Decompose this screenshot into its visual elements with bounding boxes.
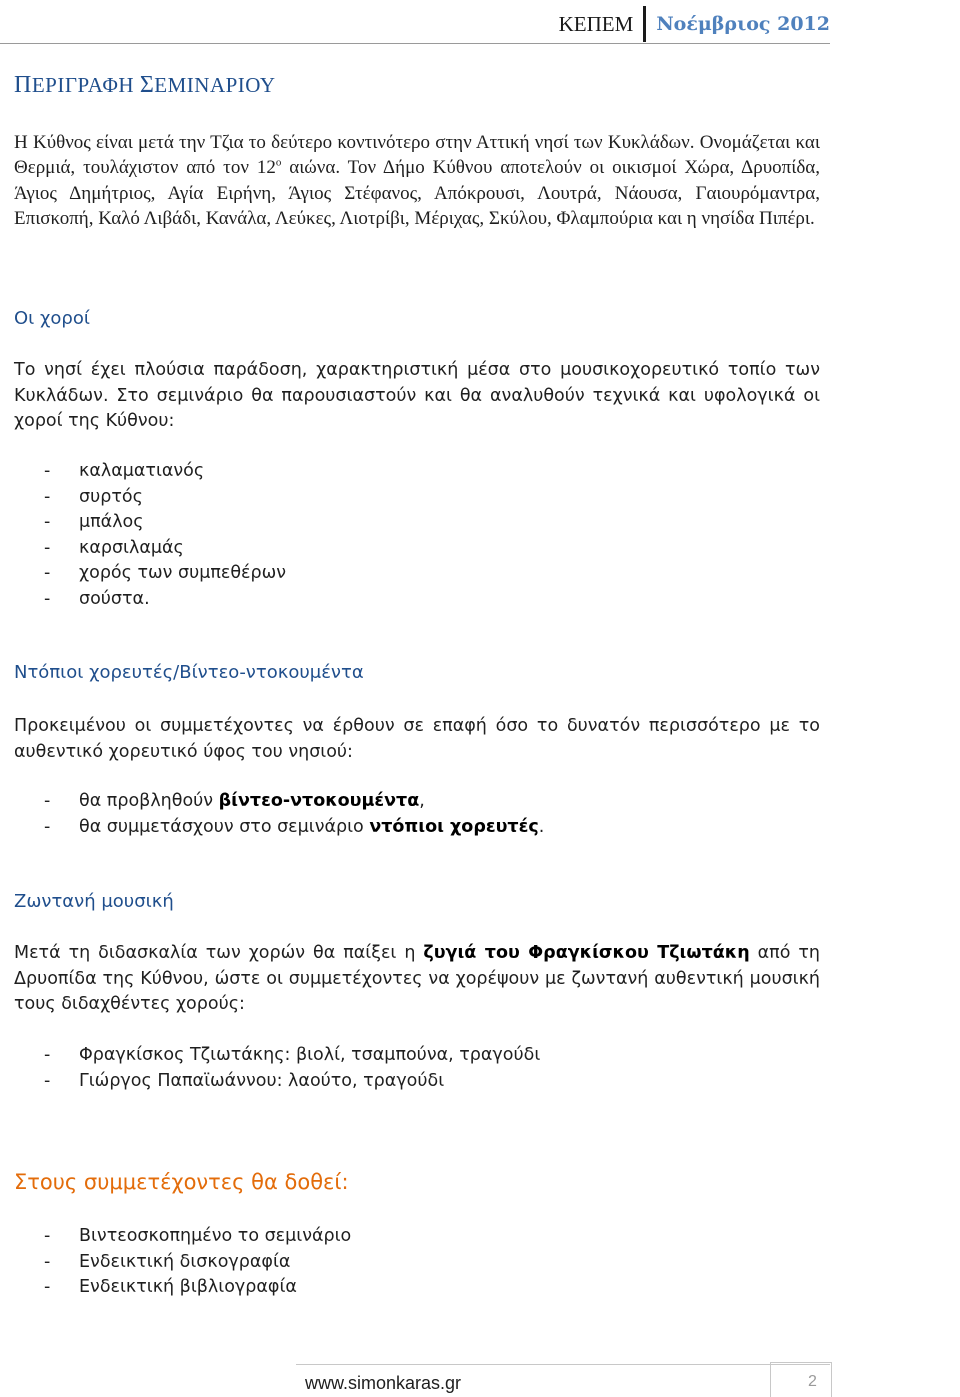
header-date: Νοέμβριος 2012 [656, 13, 830, 35]
title-initial-2: Σ [139, 72, 155, 98]
local-heading: Ντόπιοι χορευτές/Βίντεο-ντοκουμέντα [14, 662, 364, 683]
intro-text-2: αιώνα. Τον Δήμο Κύθνου αποτελούν οι οικισμοί Χώρα, Δρυοπίδα, Άγιος Δημήτριος, Αγία Ειρήνη, Άγιος Στέφανος, Απόκρουσι, Λουτρά, Νάουσα, Γαιουρόμαντρα, Επισκοπή, Καλό Λιβάδι, Κανάλα, Λεύκες, Λιοτρίβι, Μέριχας, Σκύλου, Φλαμπούρια και η νησίδα Πιπέρι. [14, 157, 820, 230]
list-item: - Βιντεοσκοπημένο το σεμινάριο [44, 1226, 352, 1246]
intro-paragraph [14, 130, 820, 232]
list-item-text: θα προβληθούν [79, 791, 219, 811]
page-header [559, 6, 830, 42]
music-heading: Ζωντανή μουσική [14, 891, 174, 912]
page-number: 2 [808, 1373, 817, 1390]
list-item-text: , [419, 791, 425, 811]
footer-url: www.simonkaras.gr [305, 1373, 462, 1393]
local-paragraph: Προκειμένου οι συμμετέχοντες να έρθουν σε επαφή όσο το δυνατόν περισσότερο με το αυθεντικό χορευτικό ύφος του νησιού: [14, 716, 820, 762]
list-item: - Ενδεικτική δισκογραφία [44, 1251, 291, 1272]
list-item: - θα προβληθούν βίντεο-ντοκουμέντα, [44, 791, 425, 811]
list-item: - Ενδεικτική βιβλιογραφία [44, 1277, 297, 1297]
list-item-bold: βίντεο-ντοκουμέντα [218, 791, 420, 811]
music-text-1: Μετά τη διδασκαλία των χορών θα παίξει η [14, 943, 424, 963]
header-org: ΚΕΠΕΜ [558, 11, 634, 36]
list-item: - χορός των συμπεθέρων [44, 563, 287, 583]
list-item-text: . [538, 816, 545, 837]
intro-superscript: ο [275, 157, 282, 170]
list-item: - Γιώργος Παπαϊωάννου: λαούτο, τραγούδι [44, 1070, 445, 1091]
title-initial-1: Π [14, 72, 32, 98]
list-item: - μπάλος [44, 512, 144, 532]
page-title [14, 72, 276, 99]
list-item-text: Ενδεικτική δισκογραφία [79, 1251, 291, 1272]
title-rest-2: ΕΜΙΝΑΡΙΟΥ [154, 73, 276, 97]
page-number-box [770, 1362, 832, 1397]
dances-heading: Οι χοροί [14, 308, 90, 329]
list-item: - Φραγκίσκος Τζιωτάκης: βιολί, τσαμπούνα, τραγούδι [44, 1045, 541, 1065]
list-item-text: Ενδεικτική βιβλιογραφία [79, 1277, 297, 1297]
list-item: - καρσιλαμάς [44, 537, 184, 558]
footer-rule [296, 1364, 830, 1365]
given-list [14, 1224, 351, 1301]
music-text-bold: ζυγιά του Φραγκίσκου Τζιωτάκη [423, 943, 750, 963]
music-text-2: από τη Δρυοπίδα της Κύθνου, ώστε οι συμμετέχοντες να χορέψουν με ζωντανή αυθεντική μουσική τους διδαχθέντες χορούς: [14, 943, 821, 1014]
dances-list [14, 459, 286, 612]
list-item-text: Φραγκίσκος Τζιωτάκης: βιολί, τσαμπούνα, τραγούδι [79, 1045, 541, 1065]
music-list [14, 1043, 540, 1094]
list-item-text: συρτός [79, 486, 143, 507]
intro-text-1: Η Κύθνος είναι μετά την Τζια το δεύτερο κοντινότερο στην Αττική νησί των Κυκλάδων. Ονομάζεται και Θερμιά, τουλάχιστον από τον 12 [14, 132, 820, 179]
list-item: - καλαματιανός [44, 461, 205, 481]
list-item-bold: ντόπιοι χορευτές [369, 816, 539, 837]
music-paragraph [14, 941, 820, 1018]
dances-paragraph: Το νησί έχει πλούσια παράδοση, χαρακτηριστική μέσα στο μουσικοχορευτικό τοπίο των Κυκλάδων. Στο σεμινάριο θα παρουσιαστούν και θα αναλυθούν τεχνικά και υφολογικά οι χοροί της Κύθνου: [14, 360, 820, 431]
list-item-text: Βιντεοσκοπημένο το σεμινάριο [79, 1226, 352, 1246]
list-item-text: θα συμμετάσχουν στο σεμινάριο [79, 816, 370, 837]
local-list [14, 789, 544, 840]
given-heading: Στους συμμετέχοντες θα δοθεί: [14, 1170, 349, 1194]
list-item-text: χορός των συμπεθέρων [79, 563, 287, 583]
list-item-text: μπάλος [79, 512, 144, 532]
header-rule [0, 43, 830, 44]
list-item: - σούστα. [44, 588, 150, 609]
list-item: - συρτός [44, 486, 143, 507]
list-item: - θα συμμετάσχουν στο σεμινάριο ντόπιοι χορευτές. [44, 816, 545, 837]
list-item-text: σούστα. [79, 588, 150, 609]
title-rest-1: ΕΡΙΓΡΑΦΗ [31, 73, 140, 97]
list-item-text: Γιώργος Παπαϊωάννου: λαούτο, τραγούδι [79, 1070, 445, 1091]
list-item-text: καλαματιανός [79, 461, 205, 481]
list-item-text: καρσιλαμάς [79, 537, 184, 558]
